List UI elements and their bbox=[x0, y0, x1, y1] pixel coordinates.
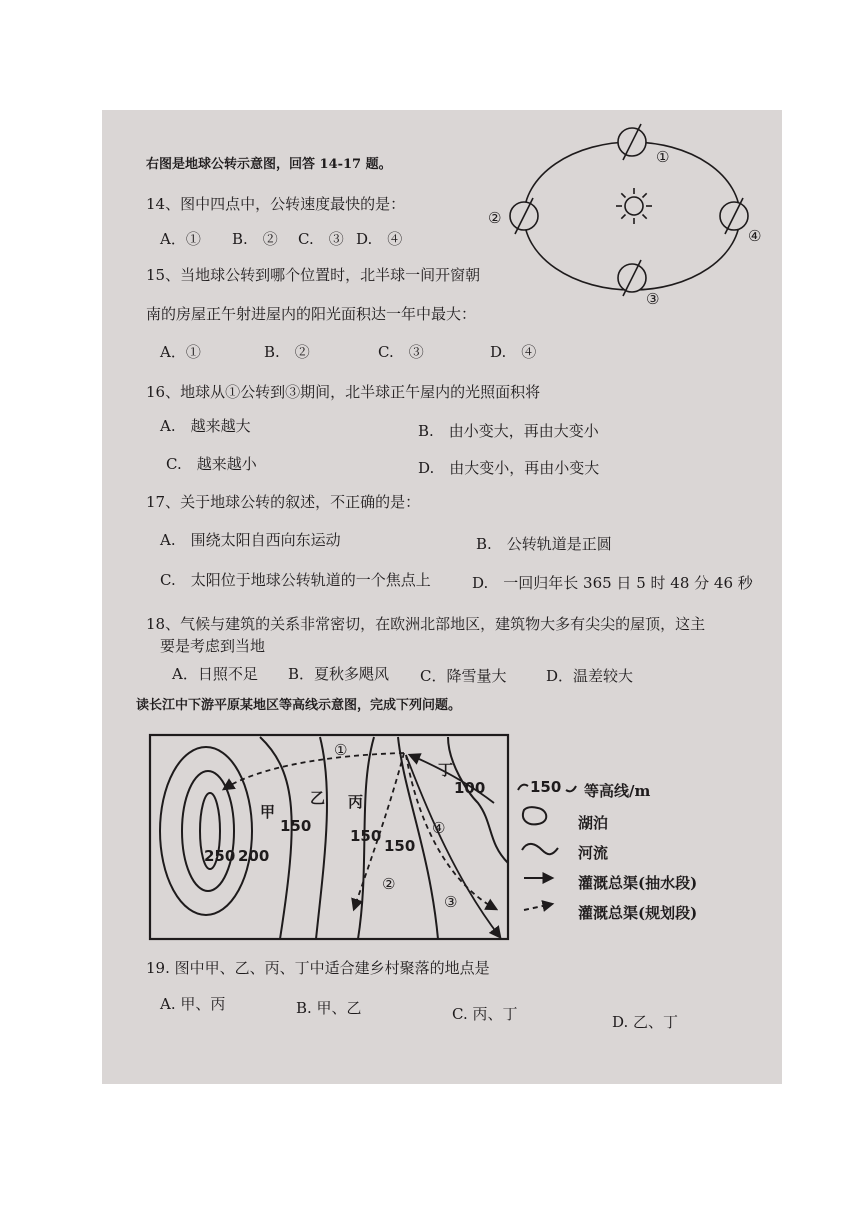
contour-150-closed bbox=[160, 747, 252, 915]
q15-stem-line2: 南的房屋正午射进屋内的阳光面积达一年中最大： bbox=[146, 305, 477, 323]
contour-line-b bbox=[316, 737, 327, 939]
orbit-diagram bbox=[484, 118, 774, 318]
q16-option-c[interactable]: C. 越来越小 bbox=[166, 455, 257, 473]
q17-option-c[interactable]: C. 太阳位于地球公转轨道的一个焦点上 bbox=[160, 571, 431, 589]
q14-stem: 14、图中四点中，公转速度最快的是： bbox=[146, 195, 406, 213]
contour-label-200: 200 bbox=[238, 847, 270, 865]
q17-stem: 17、关于地球公转的叙述，不正确的是： bbox=[146, 493, 421, 511]
map-legend-symbols bbox=[516, 774, 580, 924]
canal-planned-1 bbox=[224, 753, 404, 789]
q18-option-a[interactable]: A．日照不足 bbox=[172, 665, 258, 683]
contour-200 bbox=[182, 771, 234, 891]
river-icon bbox=[522, 844, 558, 854]
canal-label-4: ④ bbox=[432, 819, 446, 837]
place-jia: 甲 bbox=[260, 803, 276, 821]
contour-label-150-b: 150 bbox=[350, 827, 382, 845]
q17-option-b[interactable]: B. 公转轨道是正圆 bbox=[476, 535, 612, 553]
earth-position-1 bbox=[618, 124, 646, 160]
contour-label-250: 250 bbox=[204, 847, 236, 865]
orbit-label-2: ② bbox=[488, 209, 502, 227]
q16-option-b[interactable]: B. 由小变大，再由大变小 bbox=[418, 422, 599, 440]
q15-option-b[interactable]: B. ② bbox=[264, 343, 310, 361]
q18-stem-line1: 18、气候与建筑的关系非常密切，在欧洲北部地区，建筑物大多有尖尖的屋顶，这主 bbox=[146, 615, 706, 633]
contour-map bbox=[148, 733, 518, 943]
q19-option-b[interactable]: B. 甲、乙 bbox=[296, 999, 362, 1017]
place-bing: 丙 bbox=[348, 793, 364, 811]
canal-label-2: ② bbox=[382, 875, 396, 893]
orbit-label-3: ③ bbox=[646, 290, 660, 308]
contour-line-a bbox=[260, 737, 292, 939]
legend-contour: 等高线/m bbox=[584, 782, 651, 800]
q15-stem-line1: 15、当地球公转到哪个位置时，北半球一间开窗朝 bbox=[146, 266, 481, 284]
place-ding: 丁 bbox=[438, 761, 454, 779]
contour-line-100 bbox=[448, 737, 508, 863]
q18-option-c[interactable]: C．降雪量大 bbox=[420, 667, 507, 685]
earth-position-3 bbox=[618, 260, 646, 296]
contour-label-100: 100 bbox=[454, 779, 486, 797]
legend-pumped-canal: 灌溉总渠(抽水段) bbox=[578, 874, 698, 892]
q15-option-a[interactable]: A．① bbox=[160, 343, 201, 361]
contour-label-150-a: 150 bbox=[280, 817, 312, 835]
q18-option-b[interactable]: B．夏秋多飓风 bbox=[288, 665, 390, 683]
intro-orbit: 右图是地球公转示意图，回答 14-17 题。 bbox=[146, 157, 392, 172]
legend-contour-value: 150 bbox=[530, 778, 562, 796]
earth-position-4 bbox=[720, 198, 748, 234]
orbit-label-1: ① bbox=[656, 148, 670, 166]
q19-option-d[interactable]: D. 乙、丁 bbox=[612, 1013, 679, 1031]
intro-contour-map: 读长江中下游平原某地区等高线示意图，完成下列问题。 bbox=[136, 698, 462, 713]
q16-stem: 16、地球从①公转到③期间，北半球正午屋内的光照面积将 bbox=[146, 383, 541, 401]
contour-label-150-c: 150 bbox=[384, 837, 416, 855]
q17-option-a[interactable]: A. 围绕太阳自西向东运动 bbox=[160, 531, 341, 549]
sun-icon bbox=[616, 188, 652, 224]
q17-option-d[interactable]: D. 一回归年长 365 日 5 时 48 分 46 秒 bbox=[472, 574, 753, 592]
legend-river: 河流 bbox=[578, 844, 609, 862]
legend-planned-canal: 灌溉总渠(规划段) bbox=[578, 904, 698, 922]
place-yi: 乙 bbox=[310, 789, 326, 807]
q15-option-c[interactable]: C. ③ bbox=[378, 343, 424, 361]
q14-option-b[interactable]: B. ② bbox=[232, 230, 278, 248]
q19-option-a[interactable]: A. 甲、丙 bbox=[160, 995, 226, 1013]
q16-option-d[interactable]: D. 由大变小，再由小变大 bbox=[418, 459, 600, 477]
q18-option-d[interactable]: D．温差较大 bbox=[546, 667, 634, 685]
canal-label-3: ③ bbox=[444, 893, 458, 911]
legend-lake: 湖泊 bbox=[578, 814, 609, 832]
q14-option-c[interactable]: C. ③ bbox=[298, 230, 344, 248]
q14-option-d[interactable]: D. ④ bbox=[356, 230, 403, 248]
canal-label-1: ① bbox=[334, 741, 348, 759]
lake-icon bbox=[523, 807, 546, 824]
q19-stem: 19. 图中甲、乙、丙、丁中适合建乡村聚落的地点是 bbox=[146, 959, 490, 977]
planned-canal-icon bbox=[524, 904, 552, 910]
q16-option-a[interactable]: A. 越来越大 bbox=[160, 417, 251, 435]
q15-option-d[interactable]: D. ④ bbox=[490, 343, 537, 361]
orbit-label-4: ④ bbox=[748, 227, 762, 245]
q19-option-c[interactable]: C. 丙、丁 bbox=[452, 1005, 518, 1023]
earth-position-2 bbox=[510, 198, 538, 234]
q14-option-a[interactable]: A．① bbox=[160, 230, 201, 248]
q18-stem-line2: 要是考虑到当地 bbox=[160, 637, 266, 655]
